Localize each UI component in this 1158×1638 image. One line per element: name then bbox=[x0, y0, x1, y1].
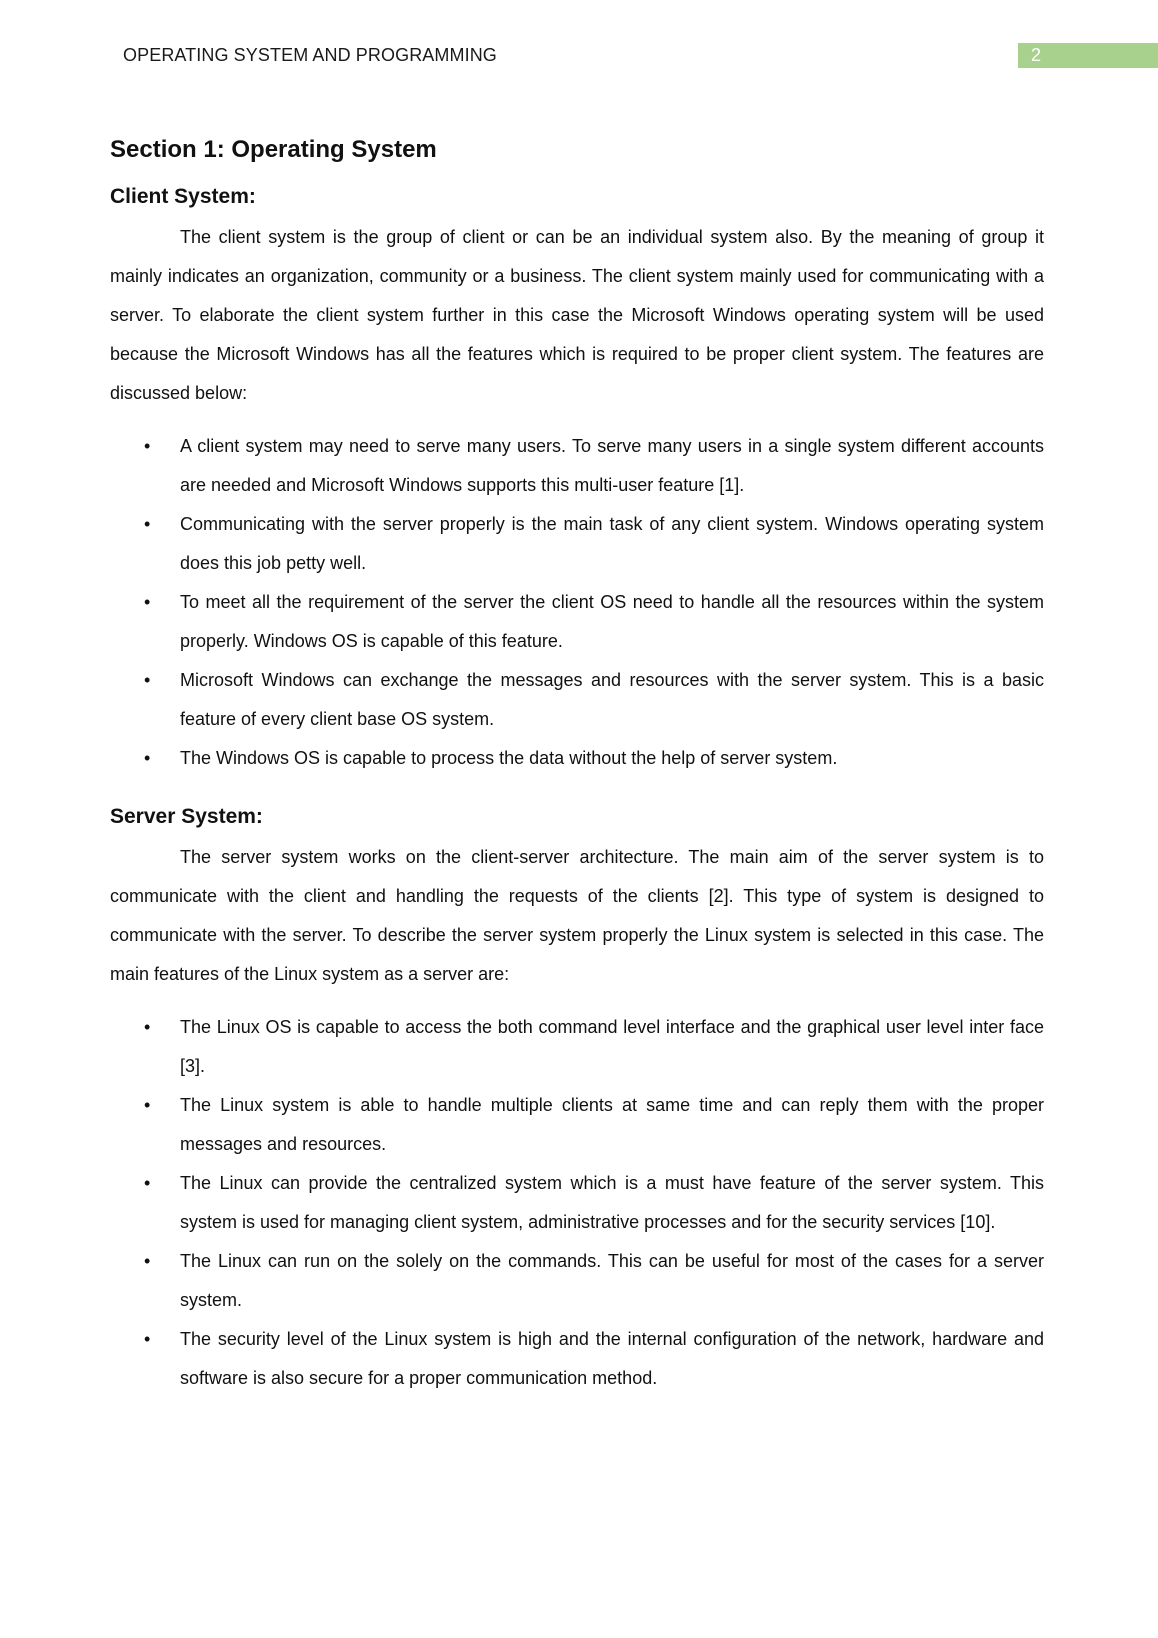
list-item bbox=[110, 1008, 1044, 1086]
running-header-title: OPERATING SYSTEM AND PROGRAMMING bbox=[123, 45, 497, 65]
list-item-text: The Linux can run on the solely on the commands. This can be useful for most of the cases for a server system. bbox=[180, 1251, 1044, 1310]
list-item-text: To meet all the requirement of the server the client OS need to handle all the resources within the system properly. Windows OS is capable of this feature. bbox=[180, 592, 1044, 651]
page-number: 2 bbox=[1031, 45, 1042, 65]
bullet-icon: • bbox=[144, 1251, 151, 1271]
list-item-text: The Linux system is able to handle multiple clients at same time and can reply them with the proper messages and resources. bbox=[180, 1095, 1044, 1154]
bullet-icon: • bbox=[144, 670, 151, 690]
list-item-text: The Windows OS is capable to process the data without the help of server system. bbox=[180, 748, 838, 768]
bullet-icon: • bbox=[144, 1017, 151, 1037]
list-item-text: The security level of the Linux system is high and the internal configuration of the network, hardware and software is also secure for a proper communication method. bbox=[180, 1329, 1044, 1388]
list-item bbox=[110, 427, 1044, 505]
bullet-icon: • bbox=[144, 1173, 151, 1193]
list-item-text: Microsoft Windows can exchange the messages and resources with the server system. This is a basic feature of every client base OS system. bbox=[180, 670, 1044, 729]
server-system-heading: Server System: bbox=[110, 805, 263, 828]
client-features-list bbox=[110, 427, 1044, 778]
list-item bbox=[110, 739, 1044, 778]
bullet-icon: • bbox=[144, 514, 151, 534]
document-body bbox=[110, 130, 1044, 1398]
list-item bbox=[110, 505, 1044, 583]
list-item-text: The Linux can provide the centralized system which is a must have feature of the server system. This system is used for managing client system, administrative processes and for the security services [10]. bbox=[180, 1173, 1044, 1232]
section-title: Section 1: Operating System bbox=[110, 136, 437, 163]
list-item bbox=[110, 1164, 1044, 1242]
list-item bbox=[110, 1086, 1044, 1164]
list-item-text: A client system may need to serve many users. To serve many users in a single system different accounts are needed and Microsoft Windows supports this multi-user feature [1]. bbox=[180, 436, 1044, 495]
bullet-icon: • bbox=[144, 1095, 151, 1115]
page-number-badge bbox=[1018, 43, 1158, 68]
client-system-heading: Client System: bbox=[110, 185, 256, 208]
list-item bbox=[110, 661, 1044, 739]
server-features-list bbox=[110, 1008, 1044, 1398]
bullet-icon: • bbox=[144, 1329, 151, 1349]
list-item bbox=[110, 1242, 1044, 1320]
client-system-paragraph: The client system is the group of client or can be an individual system also. By the meaning of group it mainly indicates an organization, community or a business. The client system mainly used for communicating with a server. To elaborate the client system further in this case the Microsoft Windows operating system will be used because the Microsoft Windows has all the features which is required to be proper client system. The features are discussed below: bbox=[110, 227, 1044, 403]
bullet-icon: • bbox=[144, 592, 151, 612]
list-item-text: Communicating with the server properly is the main task of any client system. Windows operating system does this job petty well. bbox=[180, 514, 1044, 573]
bullet-icon: • bbox=[144, 436, 151, 456]
list-item bbox=[110, 1320, 1044, 1398]
server-system-paragraph: The server system works on the client-server architecture. The main aim of the server system is to communicate with the client and handling the requests of the clients [2]. This type of system is designed to communicate with the server. To describe the server system properly the Linux system is selected in this case. The main features of the Linux system as a server are: bbox=[110, 847, 1044, 984]
list-item bbox=[110, 583, 1044, 661]
bullet-icon: • bbox=[144, 748, 151, 768]
list-item-text: The Linux OS is capable to access the both command level interface and the graphical user level inter face [3]. bbox=[180, 1017, 1044, 1076]
